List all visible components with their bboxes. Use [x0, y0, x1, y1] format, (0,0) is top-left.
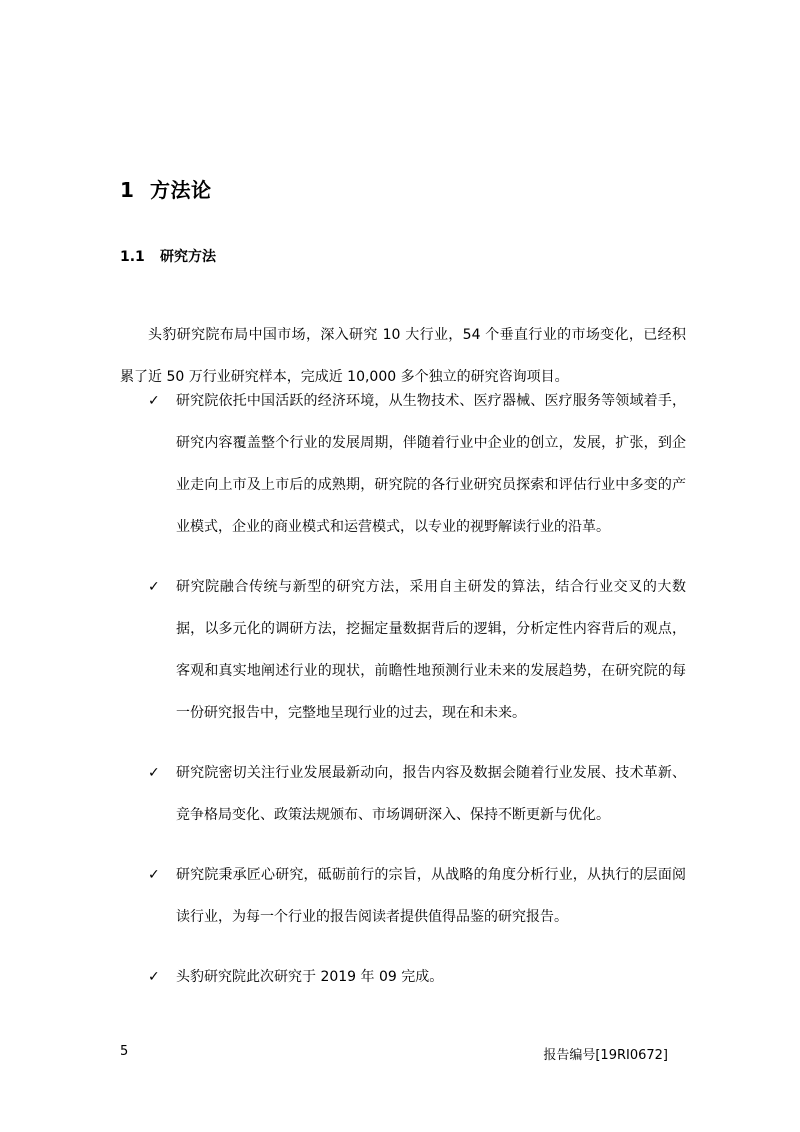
subsection-number: 1.1 — [120, 249, 145, 265]
list-item-text: 研究院融合传统与新型的研究方法，采用自主研发的算法，结合行业交叉的大数据，以多元化的调研方法，挖掘定量数据背后的逻辑，分析定性内容背后的观点，客观和真实地阐述行业的现状，前瞻性地预测行业未来的发展趋势，在研究院的每一份研究报告中，完整地呈现行业的过去，现在和未来。 — [176, 579, 686, 721]
checkmark-icon: ✓ — [148, 765, 160, 781]
list-item-text: 研究院秉承匠心研究，砥砺前行的宗旨，从战略的角度分析行业，从执行的层面阅读行业，为每一个行业的报告阅读者提供值得品鉴的研究报告。 — [176, 867, 686, 925]
list-item-text: 头豹研究院此次研究于 2019 年 09 完成。 — [176, 969, 444, 985]
checkmark-icon: ✓ — [148, 867, 160, 883]
checkmark-icon: ✓ — [148, 393, 160, 409]
list-item — [120, 956, 686, 998]
section-number: 1 — [120, 178, 135, 202]
list-item-text: 研究院密切关注行业发展最新动向，报告内容及数据会随着行业发展、技术革新、竞争格局变化、政策法规颁布、市场调研深入、保持不断更新与优化。 — [176, 765, 686, 823]
subsection-heading — [120, 246, 216, 266]
intro-paragraph: 头豹研究院布局中国市场，深入研究 10 大行业，54 个垂直行业的市场变化，已经积累了近 50 万行业研究样本，完成近 10,000 多个独立的研究咨询项目。 — [120, 327, 686, 385]
list-item — [120, 854, 686, 938]
checkmark-icon: ✓ — [148, 579, 160, 595]
list-item — [120, 566, 686, 734]
section-heading — [120, 174, 212, 203]
checkmark-icon: ✓ — [148, 969, 160, 985]
section-title: 方法论 — [150, 178, 212, 202]
subsection-title: 研究方法 — [160, 249, 216, 265]
bullet-list — [120, 380, 686, 998]
report-id: 报告编号[19RI0672] — [543, 1048, 668, 1063]
list-item — [120, 752, 686, 836]
list-item-text: 研究院依托中国活跃的经济环境，从生物技术、医疗器械、医疗服务等领域着手，研究内容覆盖整个行业的发展周期，伴随着行业中企业的创立，发展，扩张，到企业走向上市及上市后的成熟期，研究院的各行业研究员探索和评估行业中多变的产业模式，企业的商业模式和运营模式，以专业的视野解读行业的沿革。 — [176, 393, 686, 535]
list-item — [120, 380, 686, 548]
page-number: 5 — [120, 1044, 129, 1059]
